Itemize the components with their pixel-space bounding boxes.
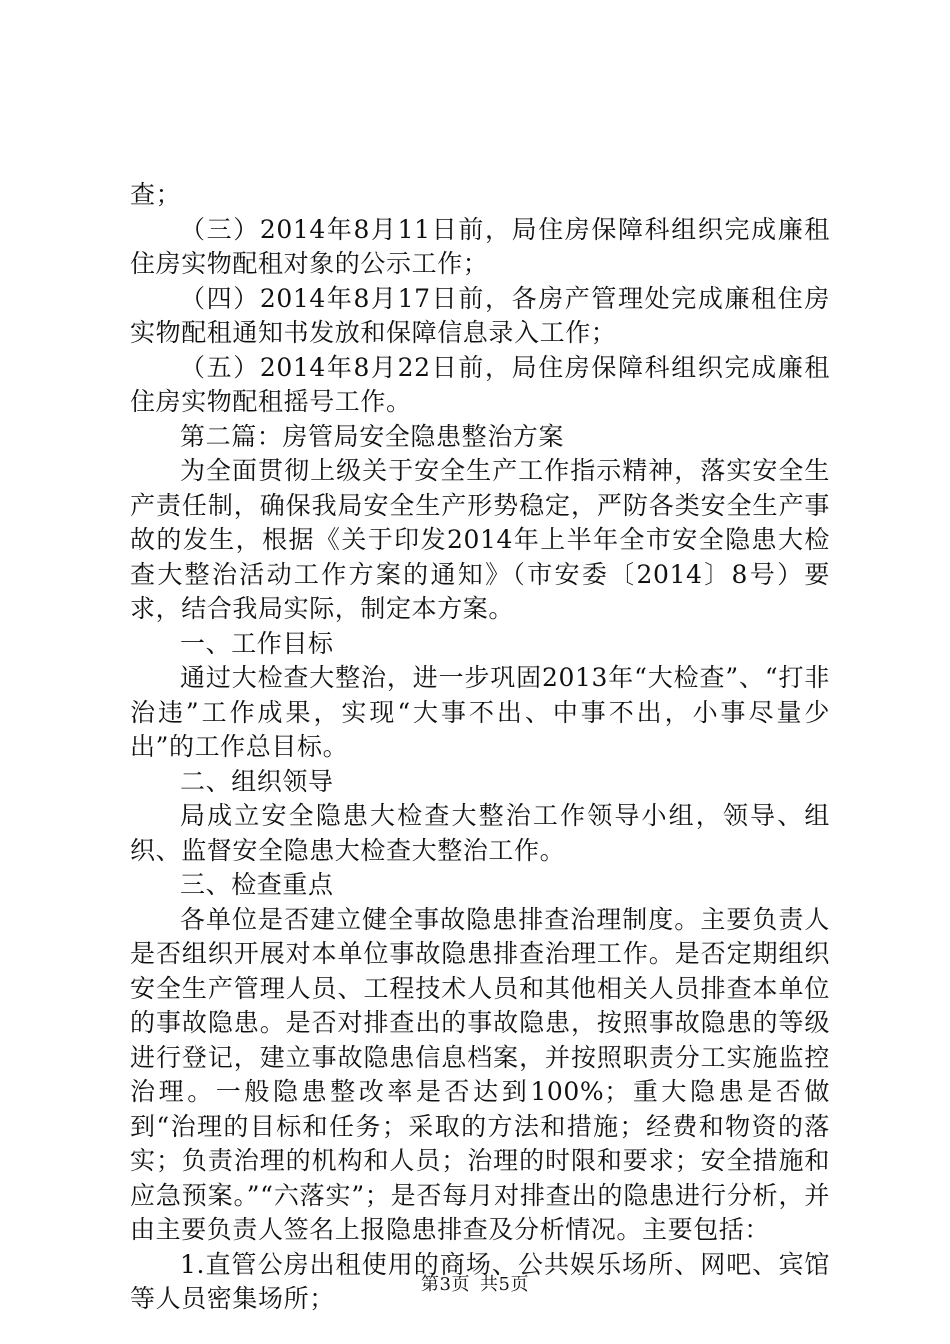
list-item-1: 1.直管公房出租使用的商场、公共娱乐场所、网吧、宾馆等人员密集场所； (130, 1249, 830, 1313)
section-title: 第二篇：房管局安全隐患整治方案 (180, 421, 565, 451)
paragraph-continuation: 查； (130, 180, 182, 209)
page-number: 第3页 (421, 1274, 470, 1295)
paragraph-item-3: （三）2014年8月11日前，局住房保障科组织完成廉租住房实物配租对象的公示工作； (130, 214, 830, 278)
paragraph-item-4: （四）2014年8月17日前，各房产管理处完成廉租住房实物配租通知书发放和保障信息录入工作； (130, 283, 830, 347)
paragraph-item-5: （五）2014年8月22日前，局住房保障科组织完成廉租住房实物配租摇号工作。 (130, 352, 830, 416)
document-body (130, 178, 830, 1317)
heading-work-goal: 一、工作目标 (180, 628, 334, 658)
paragraph-work-goal: 通过大检查大整治，进一步巩固2013年“大检查”、“打非治违”工作成果，实现“大事不出、中事不出，小事尽量少出”的工作总目标。 (130, 663, 830, 761)
paragraph-inspection-focus: 各单位是否建立健全事故隐患排查治理制度。主要负责人是否组织开展对本单位事故隐患排查治理工作。是否定期组织安全生产管理人员、工程技术人员和其他相关人员排查本单位的事故隐患。是否对排查出的事故隐患，按照事故隐患的等级进行登记，建立事故隐患信息档案，并按照职责分工实施监控治理。一般隐患整改率是否达到100%；重大隐患是否做到“治理的目标和任务；采取的方法和措施；经费和物资的落实；负责治理的机构和人员；治理的时限和要求；安全措施和应急预案。”“六落实”；是否每月对排查出的隐患进行分析，并由主要负责人签名上报隐患排查及分析情况。主要包括： (130, 904, 830, 1244)
heading-inspection-focus: 三、检查重点 (180, 870, 334, 899)
paragraph-organization: 局成立安全隐患大检查大整治工作领导小组，领导、组织、监督安全隐患大检查大整治工作。 (130, 801, 830, 865)
paragraph-intro: 为全面贯彻上级关于安全生产工作指示精神，落实安全生产责任制，确保我局安全生产形势稳定，严防各类安全生产事故的发生，根据《关于印发2014年上半年全市安全隐患大检查大整治活动工作方案的通知》（市安委〔2014〕8号）要求，结合我局实际，制定本方案。 (130, 456, 830, 623)
heading-organization: 二、组织领导 (180, 766, 334, 796)
page-total: 共5页 (480, 1274, 529, 1295)
page-footer (0, 1273, 950, 1297)
